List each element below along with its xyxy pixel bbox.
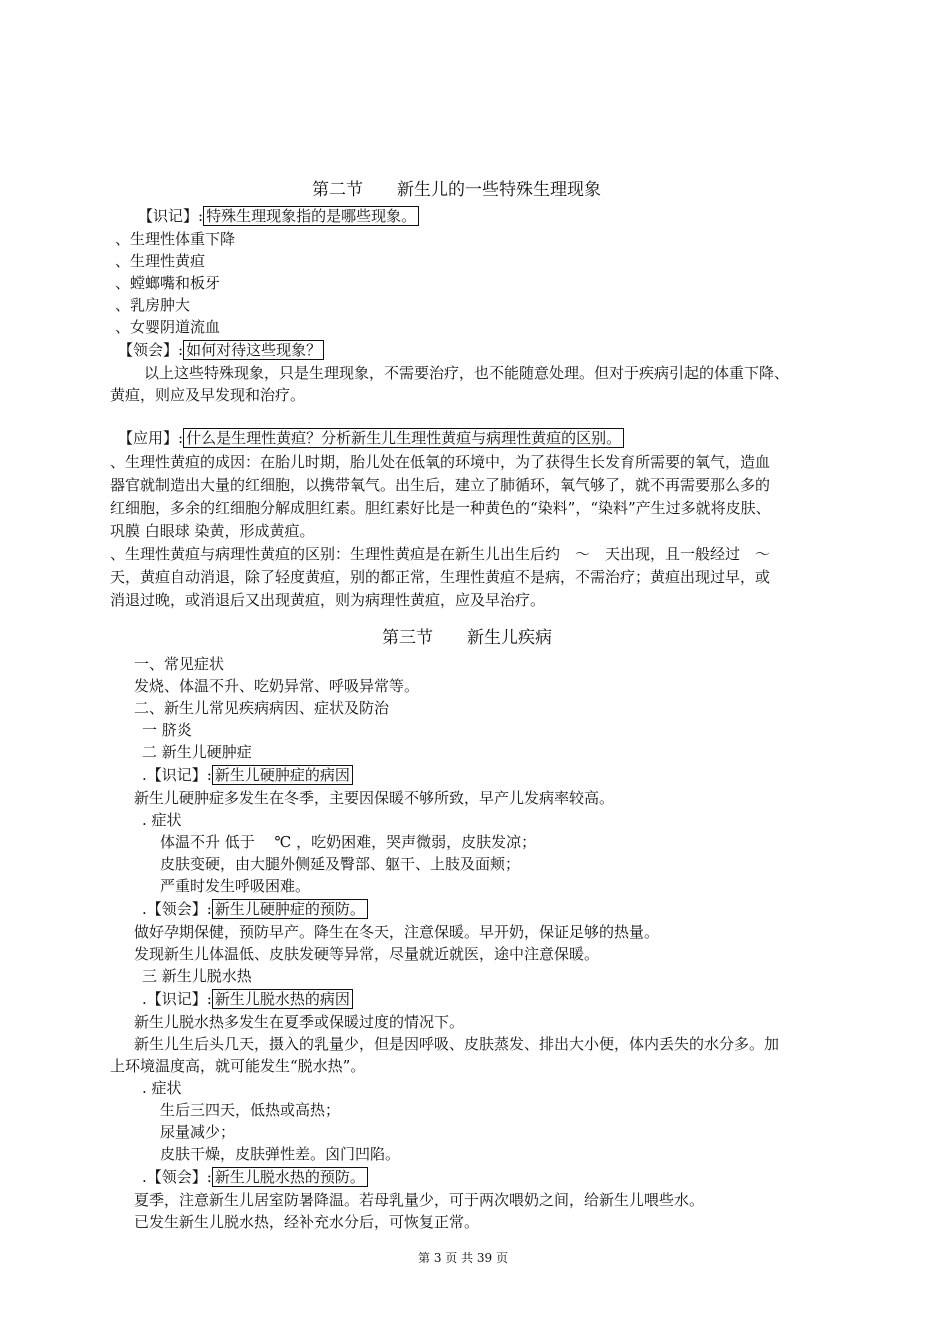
- s3-line-3: 二、新生儿常见疾病病因、症状及防治: [134, 699, 390, 717]
- s3-line-5: 二 新生儿硬肿症: [142, 743, 252, 761]
- q3-line: [118, 427, 624, 449]
- para3-line-1: 、生理性黄疸与病理性黄疸的区别：生理性黄疸是在新生儿出生后约 ～ 天出现，且一般经过 ～: [110, 545, 771, 563]
- s3-line-7: . 症状: [142, 811, 182, 829]
- s3-line-19: 皮肤干燥，皮肤弹性差。囟门凹陷。: [160, 1145, 401, 1163]
- s3-line-2: 发烧、体温不升、吃奶异常、呼吸异常等。: [134, 677, 420, 695]
- q5-tag: .【领会】:: [142, 900, 212, 918]
- para1-line-1: 以上这些特殊现象，只是生理现象，不需要治疗，也不能随意处理。但对于疾病引起的体重下降、: [144, 364, 790, 382]
- para2-line-1: 、生理性黄疸的成因：在胎儿时期，胎儿处在低氧的环境中，为了获得生长发育所需要的氧气，造血: [110, 453, 771, 471]
- q2-tag: 【领会】:: [118, 341, 184, 359]
- s3-line-11: 做好孕期保健，预防早产。降生在冬天，注意保暖。早开奶，保证足够的热量。: [134, 923, 660, 941]
- para3-line-3: 消退过晚，或消退后又出现黄疸，则为病理性黄疸，应及早治疗。: [110, 591, 546, 609]
- s3-line-13: 三 新生儿脱水热: [142, 967, 252, 985]
- para3-line-2: 天，黄疸自动消退，除了轻度黄疸，别的都正常，生理性黄疸不是病，不需治疗；黄疸出现过早，或: [110, 568, 771, 586]
- q7-boxed-question: 新生儿脱水热的预防。: [212, 1167, 368, 1187]
- q7-line: [142, 1166, 368, 1188]
- s3-line-9: 皮肤变硬，由大腿外侧延及臀部、躯干、上肢及面颊；: [160, 855, 521, 873]
- q1-tag: 【识记】:: [138, 207, 204, 225]
- item-1: 、生理性体重下降: [115, 230, 236, 248]
- q5-boxed-question: 新生儿硬肿症的预防。: [212, 899, 368, 919]
- q7-tag: .【领会】:: [142, 1168, 212, 1186]
- s3-line-8: 体温不升 低于 ℃ ，吃奶困难，哭声微弱，皮肤发凉；: [160, 833, 537, 851]
- s3-line-20: 夏季，注意新生儿居室防暑降温。若母乳量少，可于两次喂奶之间，给新生儿喂些水。: [134, 1191, 705, 1209]
- s3-line-1: 一、常见症状: [134, 655, 225, 673]
- q2-line: [118, 339, 324, 361]
- section-2-title: 第二节 新生儿的一些特殊生理现象: [312, 180, 601, 200]
- item-3: 、螳螂嘴和板牙: [115, 274, 221, 292]
- s3-line-17: 生后三四天，低热或高热；: [160, 1101, 341, 1119]
- q6-tag: .【识记】:: [142, 990, 212, 1008]
- q6-line: [142, 988, 353, 1010]
- q1-boxed-question: 特殊生理现象指的是哪些现象。: [203, 206, 419, 226]
- q2-boxed-question: 如何对待这些现象？: [183, 340, 324, 360]
- s3-line-14: 新生儿脱水热多发生在夏季或保暖过度的情况下。: [134, 1013, 465, 1031]
- s3-line-18: 尿量减少；: [160, 1123, 236, 1141]
- s3-line-4: 一 脐炎: [142, 721, 192, 739]
- s3-line-12: 发现新生儿体温低、皮肤发硬等异常，尽量就近就医，途中注意保暖。: [134, 945, 600, 963]
- q4-tag: .【识记】:: [142, 766, 212, 784]
- q6-boxed-question: 新生儿脱水热的病因: [212, 989, 353, 1009]
- q5-line: [142, 898, 368, 920]
- para1-line-2: 黄疸，则应及早发现和治疗。: [110, 386, 306, 404]
- s3-line-10: 严重时发生呼吸困难。: [160, 877, 311, 895]
- para2-line-4: 巩膜 白眼球 染黄，形成黄疸。: [110, 522, 315, 540]
- s3-line-21: 已发生新生儿脱水热，经补充水分后，可恢复正常。: [134, 1213, 480, 1231]
- item-4: 、乳房肿大: [115, 296, 191, 314]
- s3-line-15a: 新生儿生后头几天，摄入的乳量少，但是因呼吸、皮肤蒸发、排出大小便，体内丢失的水分多。加: [134, 1035, 780, 1053]
- para2-line-3: 红细胞，多余的红细胞分解成胆红素。胆红素好比是一种黄色的“染料”，“染料”产生过多就将皮肤、: [110, 499, 771, 517]
- item-2: 、生理性黄疸: [115, 252, 206, 270]
- q4-line: [142, 764, 353, 786]
- para2-line-2: 器官就制造出大量的红细胞，以携带氧气。出生后，建立了肺循环，氧气够了，就不再需要那么多的: [110, 476, 771, 494]
- page-footer: 第 3 页 共 39 页: [418, 1251, 508, 1265]
- s3-line-16: . 症状: [142, 1079, 182, 1097]
- q3-boxed-question: 什么是生理性黄疸？分析新生儿生理性黄疸与病理性黄疸的区别。: [183, 428, 624, 448]
- s3-line-15b: 上环境温度高，就可能发生“脱水热”。: [110, 1057, 366, 1075]
- section-3-title: 第三节 新生儿疾病: [382, 628, 552, 648]
- q1-line: [138, 205, 419, 227]
- q3-tag: 【应用】:: [118, 429, 184, 447]
- s3-line-6: 新生儿硬肿症多发生在冬季，主要因保暖不够所致，早产儿发病率较高。: [134, 789, 615, 807]
- item-5: 、女婴阴道流血: [115, 318, 221, 336]
- q4-boxed-question: 新生儿硬肿症的病因: [212, 765, 353, 785]
